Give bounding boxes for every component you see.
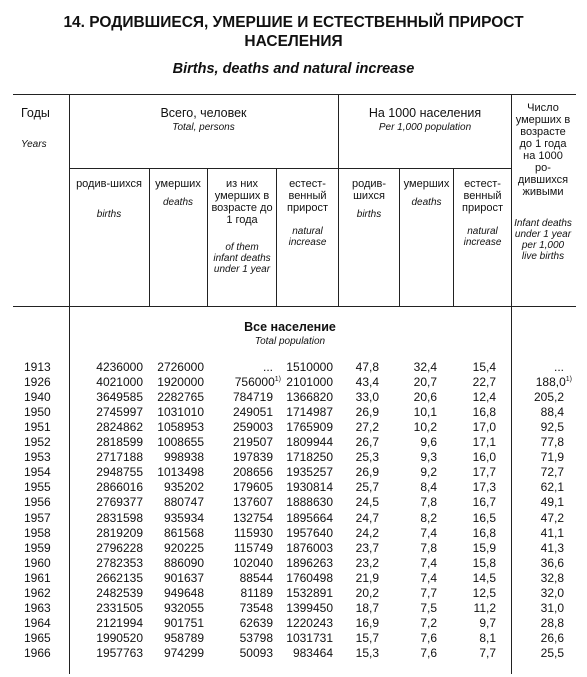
cell-natinc-rate: 11,2 [473, 600, 496, 615]
title-ru-line2: НАСЕЛЕНИЯ [244, 33, 343, 50]
footnote-marker: 1) [274, 376, 281, 384]
cell-infant-deaths: 73548 [239, 600, 273, 615]
cell-birth-rate: 26,7 [355, 435, 379, 450]
cell-births: 2782353 [96, 555, 143, 570]
cell-natural-increase: 983464 [292, 645, 333, 660]
cell-birth-rate: 23,2 [355, 555, 379, 570]
table-row [13, 420, 576, 434]
cell-infant-mortality: ... [553, 360, 564, 374]
cell-births: 2717188 [96, 450, 143, 465]
header-years-en: Years [21, 139, 47, 150]
cell-death-rate: 7,5 [420, 600, 437, 615]
sub-rate-natinc-en: natural increase [463, 226, 502, 248]
cell-year: 1959 [24, 540, 51, 555]
cell-natural-increase: 1896263 [286, 555, 333, 570]
sub-infdeaths-ru: из них умерших в возрасте до 1 года [211, 178, 273, 226]
cell-birth-rate: 27,2 [355, 420, 379, 435]
cell-natural-increase: 1876003 [286, 540, 333, 555]
header-per1000-en: Per 1,000 population [378, 122, 472, 133]
rule-top [13, 94, 576, 95]
sub-rate-natinc-ru: естест-венный прирост [462, 178, 503, 214]
cell-deaths: 932055 [163, 600, 204, 615]
cell-natural-increase: 1510000 [286, 360, 333, 374]
cell-death-rate: 7,2 [420, 615, 437, 630]
cell-birth-rate: 47,8 [355, 360, 379, 374]
cell-infant-deaths: 197839 [232, 450, 273, 465]
cell-birth-rate: 18,7 [355, 600, 379, 615]
cell-natural-increase: 1366820 [286, 390, 333, 405]
cell-year: 1962 [24, 585, 51, 600]
table-row [13, 526, 576, 540]
cell-deaths: 1058953 [157, 420, 204, 435]
cell-infant-deaths: 50093 [239, 645, 273, 660]
cell-infant-deaths: 115749 [233, 540, 273, 555]
col-rule [453, 168, 454, 306]
cell-natinc-rate: 16,8 [472, 405, 496, 420]
cell-infant-deaths: 756000$^{1)}$ [234, 375, 281, 390]
cell-births: 2331505 [96, 600, 143, 615]
cell-death-rate: 20,7 [413, 375, 437, 390]
cell-births: 2796228 [96, 540, 143, 555]
cell-natinc-rate: 16,0 [472, 450, 496, 465]
cell-infant-mortality: 36,6 [540, 555, 564, 570]
table-row [13, 465, 576, 479]
cell-birth-rate: 24,5 [355, 495, 379, 510]
table-row [13, 616, 576, 630]
cell-birth-rate: 33,0 [355, 390, 379, 405]
table-row [13, 556, 576, 570]
cell-infant-deaths: 115930 [233, 525, 273, 540]
table-row [13, 480, 576, 494]
cell-births: 2948755 [96, 465, 143, 480]
cell-natinc-rate: 17,0 [472, 420, 496, 435]
cell-natural-increase: 1935257 [286, 465, 333, 480]
cell-infant-mortality: 92,5 [540, 420, 564, 435]
cell-infant-mortality: 32,0 [540, 585, 564, 600]
cell-births: 2121994 [96, 615, 143, 630]
header-per1000-ru: На 1000 населения [368, 106, 482, 120]
cell-natural-increase: 1718250 [286, 450, 333, 465]
cell-natinc-rate: 17,7 [472, 465, 496, 480]
cell-infant-mortality: 31,0 [540, 600, 564, 615]
cell-death-rate: 7,8 [420, 495, 437, 510]
cell-infant-deaths: ... [262, 360, 273, 374]
table-row [13, 586, 576, 600]
cell-infant-deaths: 62639 [239, 615, 273, 630]
table-row [13, 450, 576, 464]
header-total-en: Total, persons [172, 122, 235, 133]
cell-deaths: 886090 [163, 555, 204, 570]
cell-deaths: 1920000 [157, 375, 204, 390]
cell-infant-deaths: 784719 [232, 390, 273, 405]
cell-births: 2819209 [96, 525, 143, 540]
cell-infant-mortality: 32,8 [540, 570, 564, 585]
cell-year: 1926 [24, 375, 51, 390]
cell-deaths: 920225 [163, 540, 204, 555]
cell-infant-mortality: 41,3 [540, 540, 564, 555]
sub-rate-births-en: births [356, 209, 382, 220]
cell-death-rate: 9,6 [420, 435, 437, 450]
cell-infant-mortality: 88,4 [540, 405, 564, 420]
cell-infant-deaths: 132754 [232, 510, 273, 525]
cell-death-rate: 7,7 [420, 585, 437, 600]
cell-death-rate: 7,6 [420, 645, 437, 660]
table-row [13, 435, 576, 449]
cell-natural-increase: 1532891 [286, 585, 333, 600]
sub-rate-deaths-en: deaths [411, 197, 442, 208]
sub-infdeaths-en: of them infant deaths under 1 year [213, 242, 271, 275]
table-row [13, 375, 576, 389]
cell-year: 1961 [24, 570, 51, 585]
cell-year: 1958 [24, 525, 51, 540]
sub-natinc-ru: естест-венный прирост [287, 178, 328, 214]
cell-infant-mortality: 25,5 [540, 645, 564, 660]
cell-natural-increase: 1765909 [286, 420, 333, 435]
section-title-ru: Все население [244, 320, 336, 334]
cell-birth-rate: 20,2 [355, 585, 379, 600]
cell-infant-mortality: 26,6 [540, 630, 564, 645]
cell-death-rate: 7,4 [420, 555, 437, 570]
cell-natural-increase: 1399450 [286, 600, 333, 615]
cell-birth-rate: 24,7 [355, 510, 379, 525]
cell-year: 1950 [24, 405, 51, 420]
table-row [13, 360, 576, 374]
cell-birth-rate: 43,4 [355, 375, 379, 390]
cell-death-rate: 7,6 [420, 630, 437, 645]
cell-births: 2824862 [96, 420, 143, 435]
cell-birth-rate: 15,3 [355, 645, 379, 660]
cell-year: 1955 [24, 480, 51, 495]
cell-year: 1963 [24, 600, 51, 615]
cell-deaths: 2282765 [157, 390, 204, 405]
header-years-ru: Годы [21, 106, 50, 120]
cell-year: 1966 [24, 645, 51, 660]
cell-birth-rate: 26,9 [355, 405, 379, 420]
cell-death-rate: 9,2 [420, 465, 437, 480]
table-row [13, 511, 576, 525]
table-row [13, 646, 576, 660]
cell-year: 1953 [24, 450, 51, 465]
footnote-marker: 1) [565, 376, 572, 384]
cell-infant-mortality: 205,2 [533, 390, 564, 405]
cell-natural-increase: 1957640 [286, 525, 333, 540]
cell-natinc-rate: 17,1 [472, 435, 496, 450]
cell-infant-mortality: 47,2 [540, 510, 564, 525]
cell-births: 2769377 [96, 495, 143, 510]
cell-natinc-rate: 17,3 [472, 480, 496, 495]
cell-death-rate: 8,4 [420, 480, 437, 495]
cell-birth-rate: 21,9 [355, 570, 379, 585]
cell-births: 3649585 [96, 390, 143, 405]
table-row [13, 631, 576, 645]
cell-natural-increase: 1031731 [286, 630, 333, 645]
cell-natinc-rate: 22,7 [472, 375, 496, 390]
cell-births: 1990520 [96, 630, 143, 645]
cell-infant-deaths: 259003 [232, 420, 273, 435]
cell-natinc-rate: 16,5 [472, 510, 496, 525]
cell-infant-deaths: 53798 [239, 630, 273, 645]
title-en: Births, deaths and natural increase [172, 61, 415, 77]
cell-year: 1964 [24, 615, 51, 630]
header-imr-en: Infant deaths under 1 year per 1,000 live births [514, 218, 572, 262]
cell-infant-deaths: 208656 [232, 465, 273, 480]
cell-natural-increase: 1888630 [286, 495, 333, 510]
data-table [13, 94, 576, 674]
cell-natinc-rate: 15,9 [472, 540, 496, 555]
cell-infant-deaths: 249051 [232, 405, 273, 420]
cell-year: 1940 [24, 390, 51, 405]
col-rule [207, 168, 208, 306]
table-row [13, 405, 576, 419]
cell-deaths: 901751 [163, 615, 204, 630]
cell-natural-increase: 1714987 [286, 405, 333, 420]
cell-birth-rate: 16,9 [355, 615, 379, 630]
table-row [13, 541, 576, 555]
cell-death-rate: 9,3 [420, 450, 437, 465]
col-rule [149, 168, 150, 306]
cell-death-rate: 7,8 [420, 540, 437, 555]
cell-births: 2482539 [96, 585, 143, 600]
cell-birth-rate: 24,2 [355, 525, 379, 540]
cell-birth-rate: 26,9 [355, 465, 379, 480]
rule-header-bottom [13, 306, 576, 307]
sub-deaths-en: deaths [162, 197, 194, 208]
col-rule [276, 168, 277, 306]
table-row [13, 390, 576, 404]
cell-infant-mortality: 62,1 [540, 480, 564, 495]
table-row [13, 571, 576, 585]
cell-death-rate: 7,4 [420, 525, 437, 540]
cell-deaths: 935934 [163, 510, 204, 525]
cell-deaths: 1031010 [157, 405, 204, 420]
cell-infant-mortality: 28,8 [540, 615, 564, 630]
sub-births-en: births [96, 209, 122, 220]
cell-natinc-rate: 16,8 [472, 525, 496, 540]
header-imr-ru: Число умерших в возрасте до 1 года на 1000 ро-дившихся живыми [515, 102, 571, 198]
col-rule [399, 168, 400, 306]
cell-deaths: 974299 [163, 645, 204, 660]
cell-births: 2662135 [96, 570, 143, 585]
cell-year: 1957 [24, 510, 51, 525]
cell-infant-deaths: 88544 [239, 570, 273, 585]
cell-deaths: 1013498 [157, 465, 204, 480]
cell-year: 1965 [24, 630, 51, 645]
cell-natinc-rate: 12,5 [472, 585, 496, 600]
cell-infant-mortality: 72,7 [540, 465, 564, 480]
cell-births: 2818599 [96, 435, 143, 450]
section-title-en: Total population [254, 336, 326, 347]
cell-natural-increase: 1760498 [286, 570, 333, 585]
cell-birth-rate: 25,3 [355, 450, 379, 465]
cell-births: 4236000 [96, 360, 143, 374]
cell-death-rate: 20,6 [413, 390, 437, 405]
cell-infant-deaths: 102040 [232, 555, 273, 570]
cell-natinc-rate: 9,7 [479, 615, 496, 630]
cell-infant-deaths: 81189 [240, 585, 273, 600]
cell-death-rate: 8,2 [420, 510, 437, 525]
cell-natinc-rate: 7,7 [479, 645, 496, 660]
cell-births: 2745997 [96, 405, 143, 420]
cell-deaths: 958789 [163, 630, 204, 645]
rule-subheader [69, 168, 511, 169]
cell-deaths: 901637 [163, 570, 204, 585]
cell-deaths: 2726000 [157, 360, 204, 374]
cell-infant-deaths: 219507 [232, 435, 273, 450]
cell-natural-increase: 2101000 [286, 375, 333, 390]
cell-death-rate: 32,4 [413, 360, 437, 374]
cell-infant-mortality: 49,1 [540, 495, 564, 510]
sub-births-ru: родив-шихся [76, 178, 142, 190]
cell-natinc-rate: 12,4 [472, 390, 496, 405]
table-row [13, 601, 576, 615]
cell-year: 1913 [24, 360, 51, 374]
cell-infant-mortality: 71,9 [540, 450, 564, 465]
cell-infant-deaths: 137607 [232, 495, 273, 510]
cell-deaths: 949648 [163, 585, 204, 600]
table-row [13, 495, 576, 509]
sub-natinc-en: natural increase [288, 226, 327, 248]
cell-infant-mortality: 188,0$^{1)}$ [535, 375, 572, 390]
cell-deaths: 861568 [163, 525, 204, 540]
cell-birth-rate: 25,7 [355, 480, 379, 495]
cell-deaths: 1008655 [157, 435, 204, 450]
cell-natinc-rate: 14,5 [472, 570, 496, 585]
cell-birth-rate: 23,7 [355, 540, 379, 555]
cell-death-rate: 10,1 [413, 405, 437, 420]
cell-births: 2866016 [96, 480, 143, 495]
cell-year: 1956 [24, 495, 51, 510]
cell-births: 1957763 [96, 645, 143, 660]
cell-births: 4021000 [96, 375, 143, 390]
cell-infant-deaths: 179605 [232, 480, 273, 495]
cell-natural-increase: 1809944 [286, 435, 333, 450]
cell-infant-mortality: 41,1 [540, 525, 564, 540]
cell-natinc-rate: 15,8 [472, 555, 496, 570]
cell-natinc-rate: 8,1 [479, 630, 496, 645]
header-total-ru: Всего, человек [160, 106, 247, 120]
cell-deaths: 998938 [163, 450, 204, 465]
sub-deaths-ru: умерших [155, 178, 201, 190]
cell-natural-increase: 1220243 [286, 615, 333, 630]
cell-death-rate: 10,2 [413, 420, 437, 435]
title-ru-line1: 14. РОДИВШИЕСЯ, УМЕРШИЕ И ЕСТЕСТВЕННЫЙ ПРИРОСТ [63, 14, 524, 31]
cell-natural-increase: 1930814 [286, 480, 333, 495]
sub-rate-deaths-ru: умерших [403, 178, 450, 190]
cell-natinc-rate: 15,4 [472, 360, 496, 374]
cell-births: 2831598 [96, 510, 143, 525]
cell-year: 1952 [24, 435, 51, 450]
cell-infant-mortality: 77,8 [540, 435, 564, 450]
cell-death-rate: 7,4 [420, 570, 437, 585]
cell-birth-rate: 15,7 [355, 630, 379, 645]
cell-deaths: 880747 [163, 495, 204, 510]
cell-natinc-rate: 16,7 [472, 495, 496, 510]
cell-year: 1954 [24, 465, 51, 480]
sub-rate-births-ru: родив-шихся [351, 178, 387, 202]
cell-year: 1960 [24, 555, 51, 570]
cell-deaths: 935202 [163, 480, 204, 495]
cell-natural-increase: 1895664 [286, 510, 333, 525]
cell-year: 1951 [24, 420, 51, 435]
